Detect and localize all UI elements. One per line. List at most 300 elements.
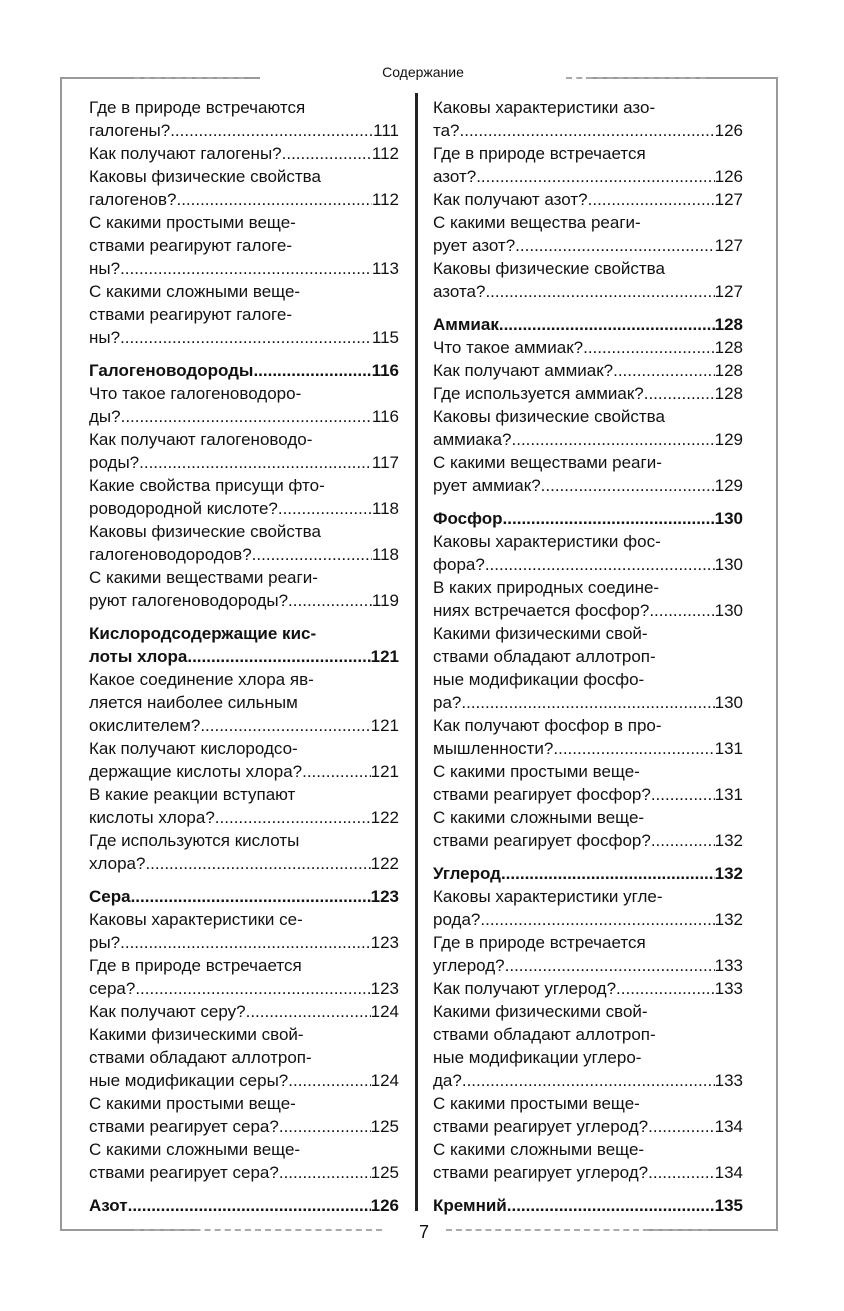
toc-entry-line xyxy=(433,188,743,211)
toc-entry-text: фора? xyxy=(433,555,485,574)
toc-leader-dots xyxy=(128,1194,371,1217)
toc-entry-text: Что такое аммиак? xyxy=(433,338,584,357)
toc-page-number: 130 xyxy=(714,693,743,712)
toc-leader-dots xyxy=(462,1069,715,1092)
toc-entry[interactable] xyxy=(89,566,399,612)
toc-page-number: 125 xyxy=(370,1163,399,1182)
toc-entry[interactable] xyxy=(433,451,743,497)
toc-page-number: 131 xyxy=(714,739,743,758)
toc-leader-dots xyxy=(651,829,715,852)
toc-entry-line: ствами обладают аллотроп- xyxy=(433,647,656,666)
toc-leader-dots xyxy=(145,852,370,875)
column-divider xyxy=(415,93,418,1211)
toc-leader-dots xyxy=(515,234,714,257)
toc-entry-text: Как получают серу? xyxy=(89,1002,246,1021)
toc-entry-text: ные модификации серы? xyxy=(89,1071,289,1090)
toc-entry-line: Какими физическими свой- xyxy=(433,624,648,643)
toc-entry[interactable] xyxy=(89,829,399,875)
toc-entry-line xyxy=(433,1115,743,1138)
toc-entry-text: Аммиак xyxy=(433,315,499,334)
toc-entry[interactable] xyxy=(433,931,743,977)
toc-leader-dots xyxy=(215,806,371,829)
toc-page-number: 112 xyxy=(371,190,399,209)
toc-entry-text: азот? xyxy=(433,167,477,186)
toc-entry[interactable] xyxy=(433,405,743,451)
toc-entry-line xyxy=(433,1161,743,1184)
toc-entry-line: С какими веществами реаги- xyxy=(433,453,662,472)
toc-entry[interactable] xyxy=(433,211,743,257)
page-header-title: Содержание xyxy=(382,64,464,80)
toc-entry-line xyxy=(433,359,743,382)
toc-leader-dots xyxy=(480,908,714,931)
toc-entry-text: руют галогеноводороды? xyxy=(89,591,289,610)
toc-entry-text: ствами реагирует сера? xyxy=(89,1163,279,1182)
toc-leader-dots xyxy=(252,543,372,566)
toc-leader-dots xyxy=(120,257,372,280)
toc-leader-dots xyxy=(460,119,715,142)
toc-entry[interactable] xyxy=(89,142,399,165)
toc-leader-dots xyxy=(588,188,715,211)
toc-leader-dots xyxy=(651,783,715,806)
toc-entry[interactable] xyxy=(89,668,399,737)
toc-entry-line: С какими сложными веще- xyxy=(433,808,645,827)
toc-entry-line: С какими сложными веще- xyxy=(89,282,301,301)
toc-entry-text: ствами реагирует фосфор? xyxy=(433,831,651,850)
toc-leader-dots xyxy=(485,553,715,576)
toc-entry[interactable] xyxy=(89,280,399,349)
toc-page-number: 128 xyxy=(714,361,743,380)
toc-page-number: 127 xyxy=(714,282,743,301)
toc-page-number: 118 xyxy=(371,499,399,518)
toc-entry-text: ны? xyxy=(89,328,121,347)
toc-page-number: 121 xyxy=(370,716,399,735)
toc-leader-dots xyxy=(302,760,371,783)
toc-page-number: 132 xyxy=(714,831,743,850)
toc-entry[interactable] xyxy=(433,1000,743,1092)
toc-entry[interactable] xyxy=(89,211,399,280)
toc-entry[interactable] xyxy=(433,96,743,142)
toc-page-number: 121 xyxy=(370,647,399,666)
header-dash-right xyxy=(566,77,706,79)
toc-entry-text: Как получают азот? xyxy=(433,190,588,209)
toc-entry-line: Где в природе встречаются xyxy=(89,98,306,117)
toc-leader-dots xyxy=(187,645,370,668)
toc-entry-line xyxy=(433,280,743,303)
toc-section[interactable] xyxy=(433,507,743,530)
toc-entry-line: Где в природе встречается xyxy=(89,956,302,975)
toc-entry[interactable] xyxy=(433,576,743,622)
toc-entry-line xyxy=(89,645,399,668)
toc-entry-line xyxy=(89,257,399,280)
toc-entry-text: лоты хлора xyxy=(89,647,188,666)
toc-entry-line xyxy=(89,589,399,612)
toc-leader-dots xyxy=(553,737,714,760)
toc-entry-line xyxy=(89,497,399,520)
toc-page-number: 127 xyxy=(714,190,743,209)
toc-section[interactable] xyxy=(433,862,743,885)
toc-entry-line xyxy=(89,1194,399,1217)
toc-entry-text: ны? xyxy=(89,259,121,278)
page-number: 7 xyxy=(418,1222,429,1242)
toc-entry[interactable] xyxy=(89,96,399,142)
toc-entry-line xyxy=(89,714,399,737)
toc-entry-line xyxy=(89,188,399,211)
toc-page-number: 117 xyxy=(371,453,399,472)
toc-entry[interactable] xyxy=(433,622,743,714)
toc-entry[interactable] xyxy=(433,1092,743,1138)
toc-entry-line: Кислородсодержащие кис- xyxy=(89,624,317,643)
toc-leader-dots xyxy=(120,326,372,349)
toc-entry-line: Где в природе встречается xyxy=(433,144,646,163)
toc-page-number: 116 xyxy=(371,361,399,380)
toc-leader-dots xyxy=(503,507,715,530)
toc-page-number: 129 xyxy=(714,430,743,449)
toc-entry[interactable] xyxy=(433,714,743,760)
toc-entry-line: Где используются кислоты xyxy=(89,831,300,850)
frame-right-border xyxy=(776,77,778,1229)
toc-section[interactable] xyxy=(89,885,399,908)
toc-entry-text: мышленности? xyxy=(433,739,554,758)
toc-entry-text: та? xyxy=(433,121,460,140)
toc-entry-text: да? xyxy=(433,1071,462,1090)
toc-entry-text: азота? xyxy=(433,282,486,301)
toc-entry-text: Как получают углерод? xyxy=(433,979,617,998)
toc-entry-line: В какие реакции вступают xyxy=(89,785,296,804)
toc-entry-line: ствами обладают аллотроп- xyxy=(89,1048,312,1067)
toc-entry[interactable] xyxy=(89,428,399,474)
toc-entry-line xyxy=(433,165,743,188)
toc-entry-line: Каковы характеристики угле- xyxy=(433,887,663,906)
toc-entry-line xyxy=(89,977,399,1000)
toc-entry[interactable] xyxy=(89,1138,399,1184)
toc-entry-line: ствами обладают аллотроп- xyxy=(433,1025,656,1044)
toc-entry-line xyxy=(89,931,399,954)
toc-entry-text: ды? xyxy=(89,407,121,426)
toc-entry-line xyxy=(89,326,399,349)
toc-entry[interactable] xyxy=(433,806,743,852)
toc-entry-line xyxy=(89,543,399,566)
toc-entry-line xyxy=(89,142,399,165)
toc-page-number: 132 xyxy=(714,910,743,929)
toc-entry-text: Кремний xyxy=(433,1196,507,1215)
toc-entry-line: Какими физическими свой- xyxy=(433,1002,648,1021)
toc-page-number: 121 xyxy=(370,762,399,781)
toc-entry-line xyxy=(89,119,399,142)
toc-leader-dots xyxy=(485,280,714,303)
toc-entry-line xyxy=(433,507,743,530)
toc-entry-text: сера? xyxy=(89,979,136,998)
toc-entry[interactable] xyxy=(433,142,743,188)
toc-page-number: 133 xyxy=(714,1071,743,1090)
toc-entry[interactable] xyxy=(89,382,399,428)
toc-leader-dots xyxy=(253,359,371,382)
toc-entry-line: Как получают фосфор в про- xyxy=(433,716,662,735)
toc-page-number: 130 xyxy=(714,555,743,574)
toc-leader-dots xyxy=(648,1115,714,1138)
toc-entry-text: углерод? xyxy=(433,956,505,975)
toc-entry-line: Какими физическими свой- xyxy=(89,1025,304,1044)
toc-page-number: 124 xyxy=(370,1071,399,1090)
toc-entry-text: роды? xyxy=(89,453,140,472)
toc-entry-text: Как получают галогены? xyxy=(89,144,282,163)
frame-left-border xyxy=(60,77,62,1229)
toc-entry-line: ные модификации фосфо- xyxy=(433,670,645,689)
toc-leader-dots xyxy=(135,977,370,1000)
toc-entry-text: ниях встречается фосфор? xyxy=(433,601,650,620)
header-dash-left xyxy=(134,77,244,79)
toc-leader-dots xyxy=(176,188,371,211)
toc-entry[interactable] xyxy=(89,783,399,829)
toc-leader-dots xyxy=(476,165,714,188)
toc-entry-line xyxy=(433,862,743,885)
toc-entry-text: Сера xyxy=(89,887,131,906)
toc-leader-dots xyxy=(170,119,373,142)
toc-entry-text: рует аммиак? xyxy=(433,476,541,495)
toc-page-number: 123 xyxy=(370,887,399,906)
toc-entry-line xyxy=(433,599,743,622)
toc-entry-line: ляется наиболее сильным xyxy=(89,693,298,712)
toc-entry[interactable] xyxy=(89,954,399,1000)
toc-entry-text: Где используется аммиак? xyxy=(433,384,644,403)
toc-entry-text: окислителем? xyxy=(89,716,201,735)
toc-section[interactable] xyxy=(89,622,399,668)
toc-entry[interactable] xyxy=(89,165,399,211)
toc-entry[interactable] xyxy=(433,977,743,1000)
toc-entry-line: Каковы физические свойства xyxy=(89,167,321,186)
toc-entry-line xyxy=(433,382,743,405)
toc-entry-line xyxy=(89,806,399,829)
toc-entry-line: ствами реагируют галоге- xyxy=(89,305,292,324)
toc-page-number: 130 xyxy=(714,601,743,620)
toc-page-number: 130 xyxy=(714,509,743,528)
toc-page-number: 134 xyxy=(714,1163,743,1182)
toc-entry-line xyxy=(433,783,743,806)
toc-entry-line xyxy=(433,977,743,1000)
toc-entry-text: ствами реагирует фосфор? xyxy=(433,785,651,804)
toc-page-number: 123 xyxy=(370,979,399,998)
toc-page-number: 128 xyxy=(714,384,743,403)
toc-page-number: 133 xyxy=(714,956,743,975)
toc-entry-text: рует азот? xyxy=(433,236,516,255)
toc-entry[interactable] xyxy=(89,737,399,783)
toc-entry-line xyxy=(433,553,743,576)
toc-entry-line: С какими веществами реаги- xyxy=(89,568,318,587)
toc-entry-line: Где в природе встречается xyxy=(433,933,646,952)
toc-entry-line: С какими сложными веще- xyxy=(433,1140,645,1159)
toc-leader-dots xyxy=(583,336,715,359)
toc-entry-text: ра? xyxy=(433,693,462,712)
toc-page-number: 135 xyxy=(714,1196,743,1215)
toc-entry-line: Каковы физические свойства xyxy=(433,259,665,278)
toc-entry[interactable] xyxy=(433,359,743,382)
toc-leader-dots xyxy=(644,382,715,405)
toc-leader-dots xyxy=(279,1115,371,1138)
toc-entry-text: кислоты хлора? xyxy=(89,808,215,827)
toc-entry-line: Что такое галогеноводоро- xyxy=(89,384,302,403)
toc-page-number: 124 xyxy=(370,1002,399,1021)
toc-entry-line xyxy=(433,234,743,257)
toc-leader-dots xyxy=(131,885,371,908)
toc-page-number: 118 xyxy=(371,545,399,564)
toc-entry[interactable] xyxy=(89,1092,399,1138)
toc-page-number: 116 xyxy=(371,407,399,426)
toc-entry-line: Как получают кислородсо- xyxy=(89,739,298,758)
toc-page-number: 134 xyxy=(714,1117,743,1136)
toc-page-number: 133 xyxy=(714,979,743,998)
toc-page-number: 123 xyxy=(370,933,399,952)
toc-entry-line xyxy=(89,885,399,908)
toc-entry-line: Какое соединение хлора яв- xyxy=(89,670,314,689)
toc-entry-line: Каковы физические свойства xyxy=(89,522,321,541)
toc-entry-line: В каких природных соедине- xyxy=(433,578,660,597)
toc-entry-line xyxy=(89,852,399,875)
toc-page-number: 111 xyxy=(373,121,399,140)
toc-right-column xyxy=(433,96,743,1217)
toc-entry[interactable] xyxy=(433,188,743,211)
toc-leader-dots xyxy=(288,589,372,612)
toc-left-column xyxy=(89,96,399,1217)
toc-entry-text: ствами реагирует сера? xyxy=(89,1117,279,1136)
toc-leader-dots xyxy=(649,599,714,622)
toc-entry-line xyxy=(433,474,743,497)
toc-entry-line: С какими простыми веще- xyxy=(89,1094,296,1113)
toc-leader-dots xyxy=(541,474,715,497)
toc-entry[interactable] xyxy=(433,1138,743,1184)
toc-section[interactable] xyxy=(89,1194,399,1217)
toc-entry-line xyxy=(433,1194,743,1217)
toc-page-number: 132 xyxy=(714,864,743,883)
toc-entry-line xyxy=(433,1069,743,1092)
toc-page-number: 122 xyxy=(370,808,399,827)
toc-entry[interactable] xyxy=(433,760,743,806)
toc-entry-line xyxy=(433,428,743,451)
toc-leader-dots xyxy=(139,451,372,474)
toc-leader-dots xyxy=(288,1069,370,1092)
toc-page-number: 129 xyxy=(714,476,743,495)
toc-entry-line: С какими сложными веще- xyxy=(89,1140,301,1159)
toc-page-number: 126 xyxy=(714,167,743,186)
toc-leader-dots xyxy=(512,428,715,451)
toc-leader-dots xyxy=(501,862,715,885)
toc-page-number: 131 xyxy=(714,785,743,804)
toc-entry-line xyxy=(433,313,743,336)
toc-entry-text: Углерод xyxy=(433,864,501,883)
toc-page-number: 125 xyxy=(370,1117,399,1136)
toc-entry-line xyxy=(433,737,743,760)
toc-entry-line xyxy=(89,451,399,474)
toc-entry-line: С какими простыми веще- xyxy=(89,213,296,232)
toc-leader-dots xyxy=(278,497,372,520)
toc-entry-line xyxy=(433,829,743,852)
toc-entry-line: С какими простыми веще- xyxy=(433,1094,640,1113)
toc-entry-line: ствами реагируют галоге- xyxy=(89,236,292,255)
toc-entry-text: ствами реагирует углерод? xyxy=(433,1117,649,1136)
toc-page-number: 112 xyxy=(371,144,399,163)
toc-entry[interactable] xyxy=(89,908,399,954)
toc-entry-text: галогенов? xyxy=(89,190,177,209)
toc-leader-dots xyxy=(499,313,715,336)
toc-entry-line xyxy=(89,1161,399,1184)
toc-entry-text: ствами реагирует углерод? xyxy=(433,1163,649,1182)
toc-entry-text: роводородной кислоте? xyxy=(89,499,278,518)
toc-leader-dots xyxy=(461,691,714,714)
toc-entry-text: аммиака? xyxy=(433,430,512,449)
toc-entry[interactable] xyxy=(433,336,743,359)
toc-entry-text: Как получают аммиак? xyxy=(433,361,614,380)
toc-entry-text: галогены? xyxy=(89,121,171,140)
toc-page-number: 119 xyxy=(371,591,399,610)
toc-entry-line: Каковы физические свойства xyxy=(433,407,665,426)
toc-page-number: 113 xyxy=(371,259,399,278)
toc-section[interactable] xyxy=(433,1194,743,1217)
toc-leader-dots xyxy=(200,714,370,737)
toc-entry[interactable] xyxy=(433,257,743,303)
toc-leader-dots xyxy=(121,405,372,428)
toc-entry[interactable] xyxy=(89,1023,399,1092)
toc-entry-line xyxy=(433,119,743,142)
toc-entry-text: Азот xyxy=(89,1196,128,1215)
toc-page-number: 122 xyxy=(370,854,399,873)
toc-entry-line xyxy=(89,405,399,428)
toc-page-number: 126 xyxy=(714,121,743,140)
toc-entry-line: Каковы характеристики фос- xyxy=(433,532,661,551)
toc-entry-text: рода? xyxy=(433,910,481,929)
toc-entry[interactable] xyxy=(433,885,743,931)
toc-entry-line xyxy=(89,1115,399,1138)
toc-entry-text: ры? xyxy=(89,933,121,952)
toc-entry-line xyxy=(433,954,743,977)
toc-section[interactable] xyxy=(433,313,743,336)
toc-page-number: 128 xyxy=(714,338,743,357)
toc-entry[interactable] xyxy=(89,474,399,520)
toc-entry-line xyxy=(89,1000,399,1023)
toc-leader-dots xyxy=(279,1161,371,1184)
toc-entry-line: Как получают галогеноводо- xyxy=(89,430,313,449)
toc-entry-line: Каковы характеристики се- xyxy=(89,910,303,929)
toc-entry-line xyxy=(433,336,743,359)
toc-leader-dots xyxy=(246,1000,371,1023)
toc-entry[interactable] xyxy=(433,382,743,405)
toc-leader-dots xyxy=(507,1194,715,1217)
toc-entry-line xyxy=(433,691,743,714)
toc-leader-dots xyxy=(120,931,370,954)
toc-entry[interactable] xyxy=(433,530,743,576)
toc-entry-line xyxy=(433,908,743,931)
toc-entry-line: Каковы характеристики азо- xyxy=(433,98,656,117)
toc-entry-line xyxy=(89,1069,399,1092)
toc-leader-dots xyxy=(648,1161,714,1184)
toc-leader-dots xyxy=(505,954,715,977)
toc-page-number: 128 xyxy=(714,315,743,334)
toc-page-number: 127 xyxy=(714,236,743,255)
toc-entry[interactable] xyxy=(89,1000,399,1023)
toc-section[interactable] xyxy=(89,359,399,382)
toc-entry-line: С какими простыми веще- xyxy=(433,762,640,781)
toc-page-number: 115 xyxy=(371,328,399,347)
toc-entry-line: Какие свойства присущи фто- xyxy=(89,476,325,495)
toc-entry-text: галогеноводородов? xyxy=(89,545,252,564)
toc-entry-line: ные модификации углеро- xyxy=(433,1048,642,1067)
toc-entry-line xyxy=(89,359,399,382)
toc-entry-text: держащие кислоты хлора? xyxy=(89,762,303,781)
toc-entry[interactable] xyxy=(89,520,399,566)
toc-entry-line xyxy=(89,760,399,783)
toc-entry-line: С какими вещества реаги- xyxy=(433,213,641,232)
toc-leader-dots xyxy=(613,359,715,382)
toc-leader-dots xyxy=(282,142,372,165)
toc-entry-text: Фосфор xyxy=(433,509,503,528)
toc-entry-text: Галогеноводороды xyxy=(89,361,254,380)
